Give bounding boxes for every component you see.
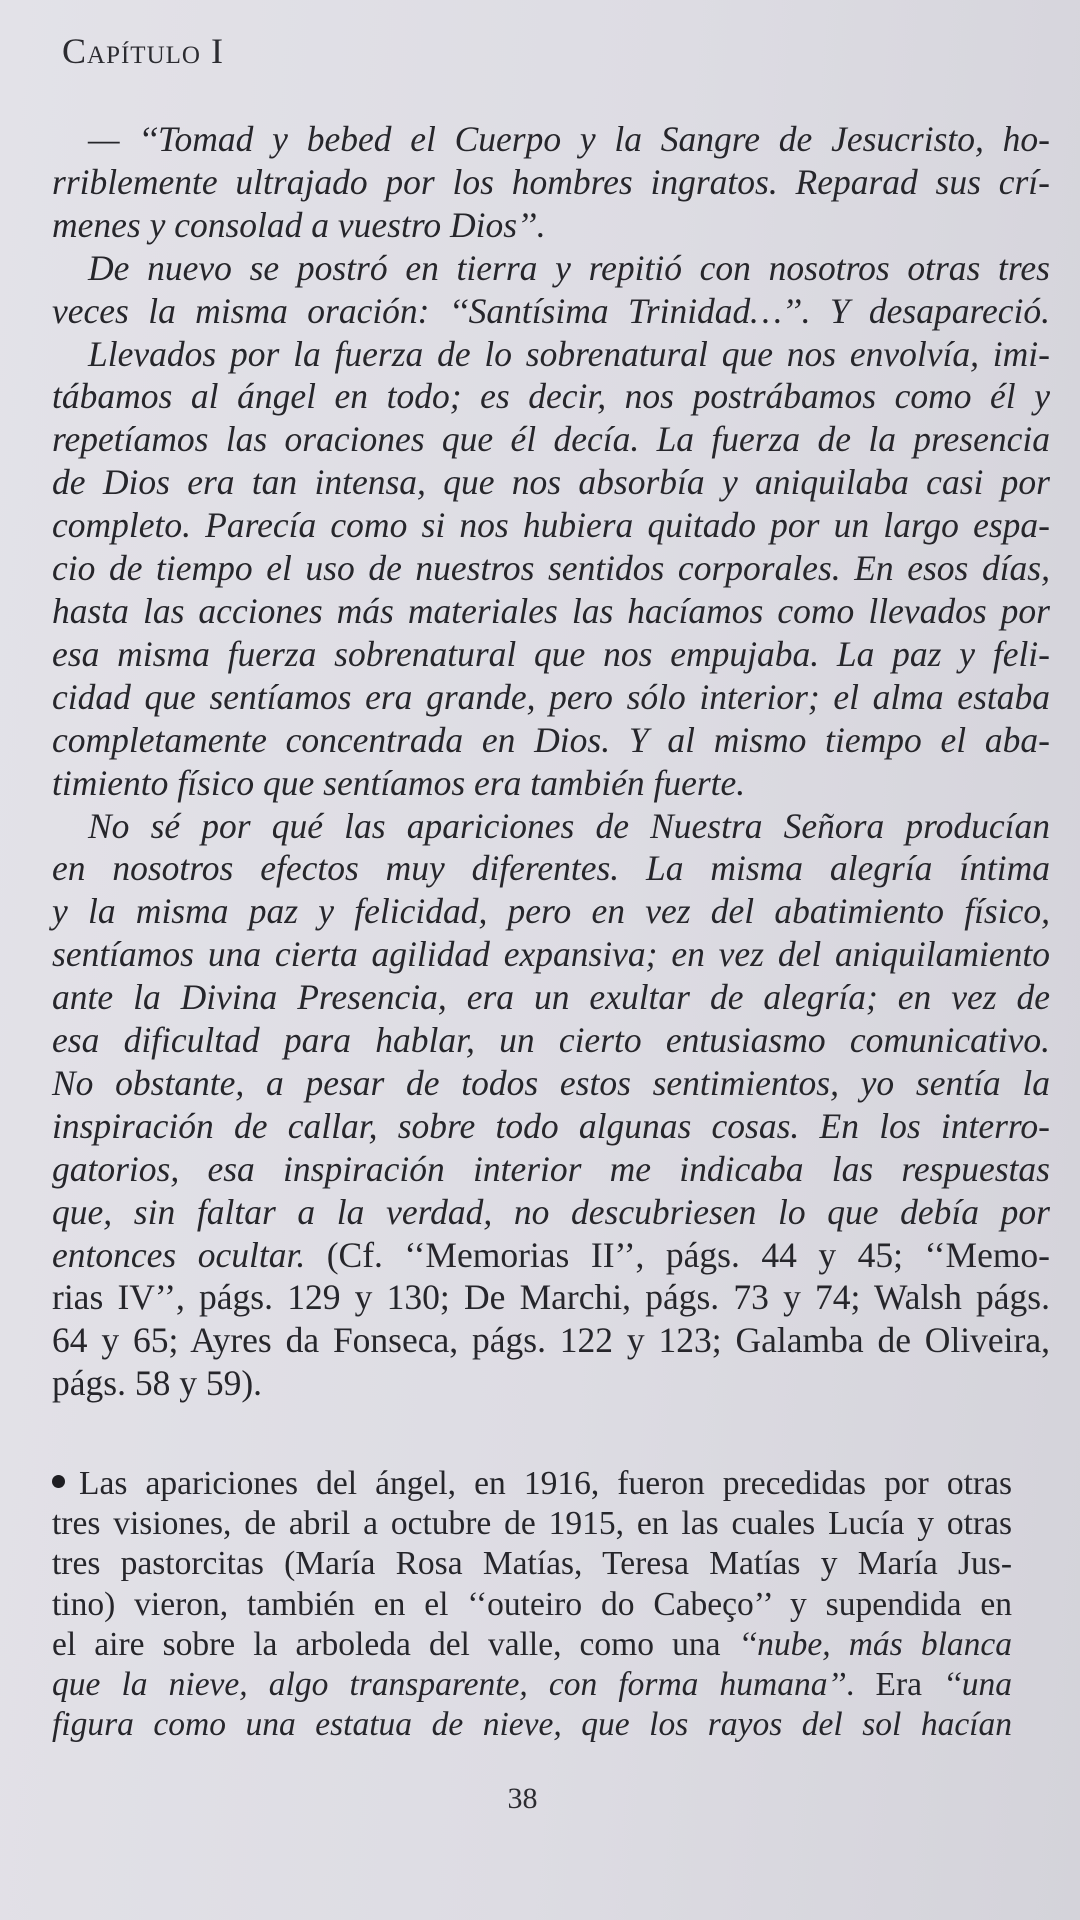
text-line: tino) vieron, también en el ‘‘outeiro do Cabeço’’ y supendida en <box>52 1585 1012 1623</box>
text-line-mixed <box>52 1625 1012 1665</box>
citation-line: 64 y 65; Ayres da Fonseca, págs. 122 y 123; Galamba de Oliveira, <box>52 1320 1050 1361</box>
text-fragment-italic: entonces ocultar. <box>52 1234 306 1275</box>
page-number: 38 <box>507 1782 538 1815</box>
text-line: inspiración de callar, sobre todo algunas cosas. En los interro- <box>52 1105 1050 1146</box>
text-line: y la misma paz y felicidad, pero en vez del abatimiento físico, <box>52 891 1050 932</box>
text-line: tres visiones, de abril a octubre de 1915, en las cuales Lucía y otras <box>52 1505 1012 1543</box>
note-paragraph <box>52 1464 1012 1745</box>
text-line <box>52 1464 1012 1504</box>
text-line: veces la misma oración: ‘‘Santísima Trinidad…’’. Y desapareció. <box>52 290 1050 331</box>
text-line: hasta las acciones más materiales las hacíamos como llevados por <box>52 590 1050 631</box>
text-line: figura como una estatua de nieve, que los rayos del sol hacían <box>52 1706 1012 1744</box>
text-line: Llevados por la fuerza de lo sobrenatural que nos envolvía, imi- <box>88 333 1050 374</box>
text-line: menes y consolad a vuestro Dios’’. <box>52 204 546 245</box>
text-line: tábamos al ángel en todo; es decir, nos postrábamos como él y <box>52 376 1050 417</box>
text-line: — ‘‘Tomad y bebed el Cuerpo y la Sangre de Jesucristo, ho- <box>88 119 1050 159</box>
quote-fragment-italic: ‘‘una <box>943 1666 1012 1704</box>
text-fragment: . Era <box>846 1666 944 1704</box>
text-line: completamente concentrada en Dios. Y al mismo tiempo el aba- <box>52 719 1050 760</box>
italic-testimony-block <box>52 118 1050 1405</box>
text-line: que, sin faltar a la verdad, no descubriesen lo que debía por <box>52 1191 1050 1232</box>
bullet-icon <box>52 1475 65 1488</box>
quote-fragment-italic: que la nieve, algo transparente, con forma humana’’ <box>52 1666 847 1704</box>
text-line-mixed <box>52 1665 1012 1705</box>
text-line: repetíamos las oraciones que él decía. La fuerza de la presencia <box>52 419 1050 460</box>
citation-line: págs. 58 y 59). <box>52 1363 263 1404</box>
text-line: cidad que sentíamos era grande, pero sólo interior; el alma estaba <box>52 676 1050 717</box>
text-line: esa dificultad para hablar, un cierto entusiasmo comunicativo. <box>52 1020 1050 1061</box>
text-line: completo. Parecía como si nos hubiera quitado por un largo espa- <box>52 505 1050 546</box>
text-line: de Dios era tan intensa, que nos absorbía y aniquilaba casi por <box>52 462 1050 503</box>
text-line: No obstante, a pesar de todos estos sentimientos, yo sentía la <box>52 1062 1050 1103</box>
text-line: gatorios, esa inspiración interior me indicaba las respuestas <box>52 1148 1050 1189</box>
text-line: esa misma fuerza sobrenatural que nos empujaba. La paz y feli- <box>52 633 1050 674</box>
text-line: rriblemente ultrajado por los hombres ingratos. Reparad sus crí- <box>52 161 1050 202</box>
citation-line: rias IV’’, págs. 129 y 130; De Marchi, págs. 73 y 74; Walsh págs. <box>52 1277 1050 1318</box>
text-fragment: el aire sobre la arboleda del valle, como una <box>52 1625 739 1663</box>
note-line-text: Las apariciones del ángel, en 1916, fueron precedidas por otras <box>79 1465 1012 1502</box>
text-line: cio de tiempo el uso de nuestros sentidos corporales. En esos días, <box>52 548 1050 589</box>
text-line: timiento físico que sentíamos era también fuerte. <box>52 762 746 803</box>
chapter-header: Capítulo I <box>62 31 224 71</box>
text-line: No sé por qué las apariciones de Nuestra Señora producían <box>88 805 1050 846</box>
text-line: sentíamos una cierta agilidad expansiva; en vez del aniquilamiento <box>52 934 1050 975</box>
text-line: tres pastorcitas (María Rosa Matías, Teresa Matías y María Jus- <box>52 1545 1012 1583</box>
text-line: en nosotros efectos muy diferentes. La misma alegría íntima <box>52 848 1050 889</box>
text-line-mixed <box>52 1234 1050 1277</box>
citation-fragment: (Cf. ‘‘Memorias II’’, págs. 44 y 45; ‘‘Memo- <box>305 1234 1051 1275</box>
text-line: ante la Divina Presencia, era un exultar de alegría; en vez de <box>52 977 1050 1018</box>
quote-fragment-italic: ‘‘nube, más blanca <box>738 1625 1012 1663</box>
text-line: De nuevo se postró en tierra y repitió con nosotros otras tres <box>88 247 1050 288</box>
